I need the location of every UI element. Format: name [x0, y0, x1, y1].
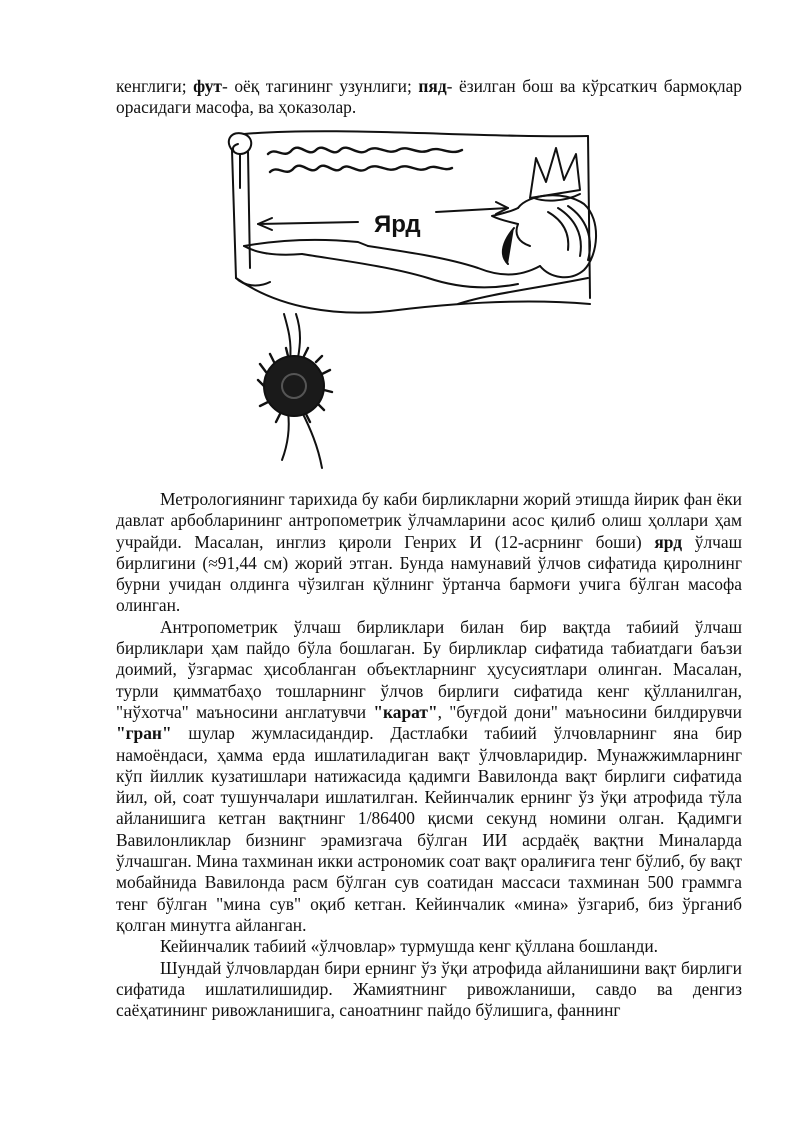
term-carat: "карат": [373, 701, 438, 722]
term-yard: ярд: [654, 531, 683, 552]
term-gran: "гран": [116, 723, 172, 744]
paragraph-2-text-c: , "буғдой дони" маъносини билдирувчи: [437, 701, 742, 722]
scroll-label: Ярд: [374, 211, 421, 238]
scroll-illustration: [218, 128, 608, 480]
paragraph-1-text-c: ўлчаш бирлигини (≈91,44 см) жорий этган. Бунда намунавий ўлчов сифатида қиролнинг бурни учидан олдинга чўзилган қўлнинг ўртанча бармоғи учига бўлган масофа олинган.: [116, 531, 742, 616]
intro-text-3: - ёзилган бош ва кўрсаткич бармоқлар орасидаги масофа, ва ҳоказолар.: [116, 76, 743, 118]
paragraph-3: Кейинчалик табиий «ўлчовлар» турмушда кенг қўллана бошланди.: [160, 936, 659, 957]
paragraph-2-text-e: шулар жумласидандир. Дастлабки табиий ўлчовларнинг яна бир намоёндаси, ҳамма ерда ишлатиладиган вақт ўлчовларидир. Мунажжимларнинг кўп йиллик кузатишлари натижасида қадимги Вавилонда вақт бирлиги сифатида йил, ой, соат тушунчалари ишлатилган. Кейинчалик ернинг ўз ўқи атрофида тўла айланишига кетган вақтнинг 1/86400 қисми секунд номини олган. Қадимги Вавилонликлар бизнинг эрамизгача бўлган ИИ асрдаёқ вақтни Миналарда ўлчашган. Мина тахминан икки астрономик соат вақт оралиғига тенг бўлиб, бу вақт мобайнида Вавилонда расм бўлган сув соатидан массаси тахминан 500 граммга тенг бўлган "мина сув" оқиб кетган. Кейинчалик «мина» ўзгариб, биз ўрганиб қолган минутга айланган.: [116, 723, 742, 935]
intro-text-1: кенглиги;: [116, 76, 194, 96]
term-fut: фут: [193, 76, 222, 96]
intro-text-2: - оёқ тагининг узунлиги;: [221, 76, 419, 96]
scroll-with-king-illustration: [218, 128, 608, 480]
paragraph-2: [116, 617, 742, 936]
wax-seal-icon: [264, 356, 324, 416]
paragraph-1: [116, 489, 742, 617]
term-pyad: пяд: [418, 76, 447, 96]
main-body: [116, 489, 742, 1021]
paragraph-4: Шундай ўлчовлардан бири ернинг ўз ўқи атрофида айланишини вақт бирлиги сифатида ишлатилишидир. Жамиятнинг ривожланиши, савдо ва денгиз саёҳатининг ривожланишига, саноатнинг пайдо бўлишига, фаннинг: [116, 957, 742, 1021]
paragraph-1-text-a: Метрологиянинг тарихида бу каби бирликларни жорий этишда йирик фан ёки давлат арбобларининг антропометрик ўлчамларини асос қилиб олиш ҳоллари ҳам учрайди. Масалан, инглиз қироли Генрих И (12-асрнинг боши): [116, 489, 742, 552]
intro-paragraph: [116, 76, 742, 119]
intro-text: [116, 76, 742, 119]
paragraph-2-text-a: Антропометрик ўлчаш бирликлари билан бир вақтда табиий ўлчаш бирликлари ҳам пайдо бўла бошлаган. Бу бирликлар сифатида табиатдаги баъзи доимий, ўзгармас ҳисобланган объектларнинг ҳусусиятлари олинган. Масалан, турли қимматбаҳо тошларнинг ўлчов бирлиги сифатида кенг қўлланилган, "нўхотча" маъносини англатувчи: [116, 616, 742, 722]
